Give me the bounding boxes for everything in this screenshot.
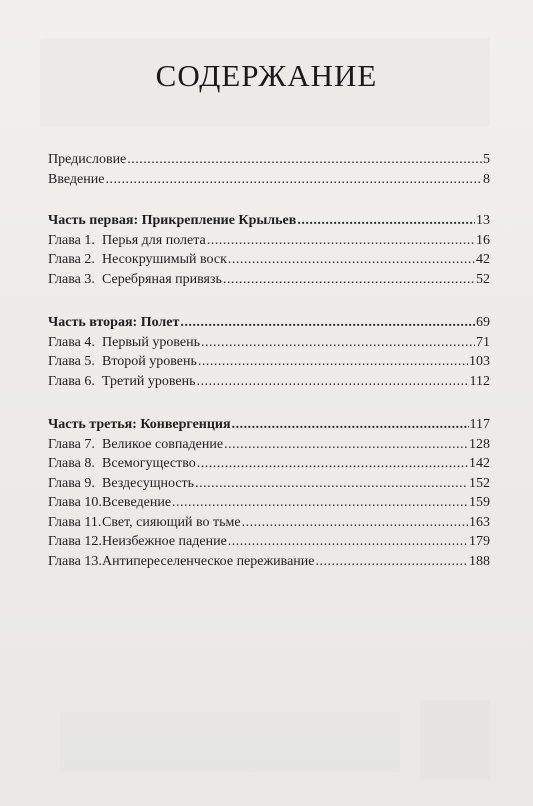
toc-chapter-label (48, 474, 194, 494)
toc-page-number: 159 (469, 495, 490, 510)
chapter-number: Глава 6. (48, 373, 95, 389)
chapter-title: Перья для полета (102, 232, 206, 248)
toc-chapter-label (48, 333, 200, 353)
show-through-shadow (60, 712, 400, 772)
chapter-number: Глава 13. (48, 553, 102, 569)
toc-page-number: 103 (469, 354, 490, 369)
chapter-title: Всеведение (102, 495, 172, 510)
toc-entry-introduction[interactable] (48, 170, 490, 190)
chapter-title: Несокрушимый воск (102, 252, 227, 267)
chapter-number: Глава 5. (48, 354, 95, 369)
toc-chapter-1[interactable] (48, 231, 490, 251)
table-of-contents (48, 150, 490, 571)
toc-chapter-4[interactable] (48, 333, 490, 353)
toc-page-number: 117 (469, 417, 490, 432)
toc-chapter-label (48, 454, 196, 474)
dot-leader (242, 513, 468, 533)
dot-leader (316, 552, 469, 572)
toc-chapter-10[interactable] (48, 493, 490, 513)
toc-chapter-7[interactable] (48, 435, 490, 455)
toc-chapter-5[interactable] (48, 352, 490, 372)
toc-page-number: 112 (469, 373, 490, 389)
chapter-number: Глава 12. (48, 534, 102, 549)
chapter-number: Глава 11. (48, 514, 102, 530)
toc-chapter-label (48, 513, 241, 533)
toc-page-number: 52 (476, 271, 490, 287)
dot-leader (297, 211, 475, 231)
toc-part-1[interactable] (48, 211, 490, 231)
chapter-number: Глава 3. (48, 271, 95, 287)
dot-leader (105, 170, 482, 190)
toc-page-number: 142 (469, 456, 490, 471)
toc-chapter-label (48, 435, 223, 455)
toc-part-3[interactable] (48, 415, 490, 435)
toc-page-number: 13 (476, 213, 490, 228)
toc-chapter-label (48, 372, 195, 392)
toc-chapter-11[interactable] (48, 513, 490, 533)
toc-chapter-label (48, 532, 227, 552)
toc-page-number: 8 (483, 171, 490, 187)
toc-entry-label: Предисловие (48, 152, 127, 167)
toc-entry-label: Введение (48, 171, 105, 187)
dot-leader (228, 250, 475, 270)
dot-leader (198, 352, 468, 372)
toc-page-number: 5 (483, 152, 490, 167)
chapter-title: Всемогущество (102, 456, 196, 471)
dot-leader (172, 493, 468, 513)
dot-leader (201, 333, 475, 353)
page-title: СОДЕРЖАНИЕ (155, 58, 378, 93)
toc-page-number: 128 (469, 436, 490, 452)
toc-page-number: 179 (469, 534, 490, 549)
dot-leader (195, 474, 468, 494)
chapter-number: Глава 1. (48, 232, 95, 248)
toc-chapter-label (48, 493, 171, 513)
toc-part-label: Часть первая: Прикрепление Крыльев (48, 213, 297, 228)
dot-leader (224, 435, 468, 455)
chapter-number: Глава 9. (48, 475, 95, 491)
toc-part-label: Часть третья: Конвергенция (48, 417, 231, 432)
show-through-shadow (420, 700, 490, 780)
chapter-title: Антипереселенческое переживание (102, 553, 315, 569)
chapter-number: Глава 4. (48, 334, 95, 350)
toc-chapter-label (48, 552, 315, 572)
chapter-title: Второй уровень (102, 354, 197, 369)
toc-page-number: 71 (476, 334, 490, 350)
toc-page-number: 42 (476, 252, 490, 267)
toc-chapter-6[interactable] (48, 372, 490, 392)
toc-chapter-2[interactable] (48, 250, 490, 270)
toc-page-number: 188 (469, 553, 490, 569)
dot-leader (223, 270, 475, 290)
dot-leader (127, 150, 482, 170)
chapter-title: Серебряная привязь (102, 271, 222, 287)
dot-leader (180, 313, 475, 333)
chapter-number: Глава 10. (48, 495, 102, 510)
toc-page-number: 152 (469, 475, 490, 491)
toc-entry-preface[interactable] (48, 150, 490, 170)
toc-part-label: Часть вторая: Полет (48, 315, 180, 330)
toc-chapter-label (48, 352, 197, 372)
toc-chapter-label (48, 250, 227, 270)
toc-chapter-label (48, 231, 206, 251)
dot-leader (197, 454, 468, 474)
toc-chapter-label (48, 270, 222, 290)
toc-chapter-8[interactable] (48, 454, 490, 474)
chapter-title: Вездесущность (102, 475, 195, 491)
chapter-title: Свет, сияющий во тьме (102, 514, 241, 530)
dot-leader (196, 372, 468, 392)
chapter-number: Глава 7. (48, 436, 95, 452)
toc-chapter-9[interactable] (48, 474, 490, 494)
dot-leader (207, 231, 475, 251)
toc-page-number: 69 (476, 315, 490, 330)
chapter-number: Глава 2. (48, 252, 95, 267)
chapter-title: Первый уровень (102, 334, 200, 350)
dot-leader (232, 415, 469, 435)
toc-part-2[interactable] (48, 313, 490, 333)
chapter-title: Неизбежное падение (102, 534, 227, 549)
chapter-title: Великое совпадение (102, 436, 224, 452)
dot-leader (228, 532, 468, 552)
toc-chapter-12[interactable] (48, 532, 490, 552)
toc-page-number: 16 (476, 232, 490, 248)
toc-page-number: 163 (469, 514, 490, 530)
toc-chapter-13[interactable] (48, 552, 490, 572)
toc-chapter-3[interactable] (48, 270, 490, 290)
chapter-title: Третий уровень (102, 373, 196, 389)
chapter-number: Глава 8. (48, 456, 95, 471)
